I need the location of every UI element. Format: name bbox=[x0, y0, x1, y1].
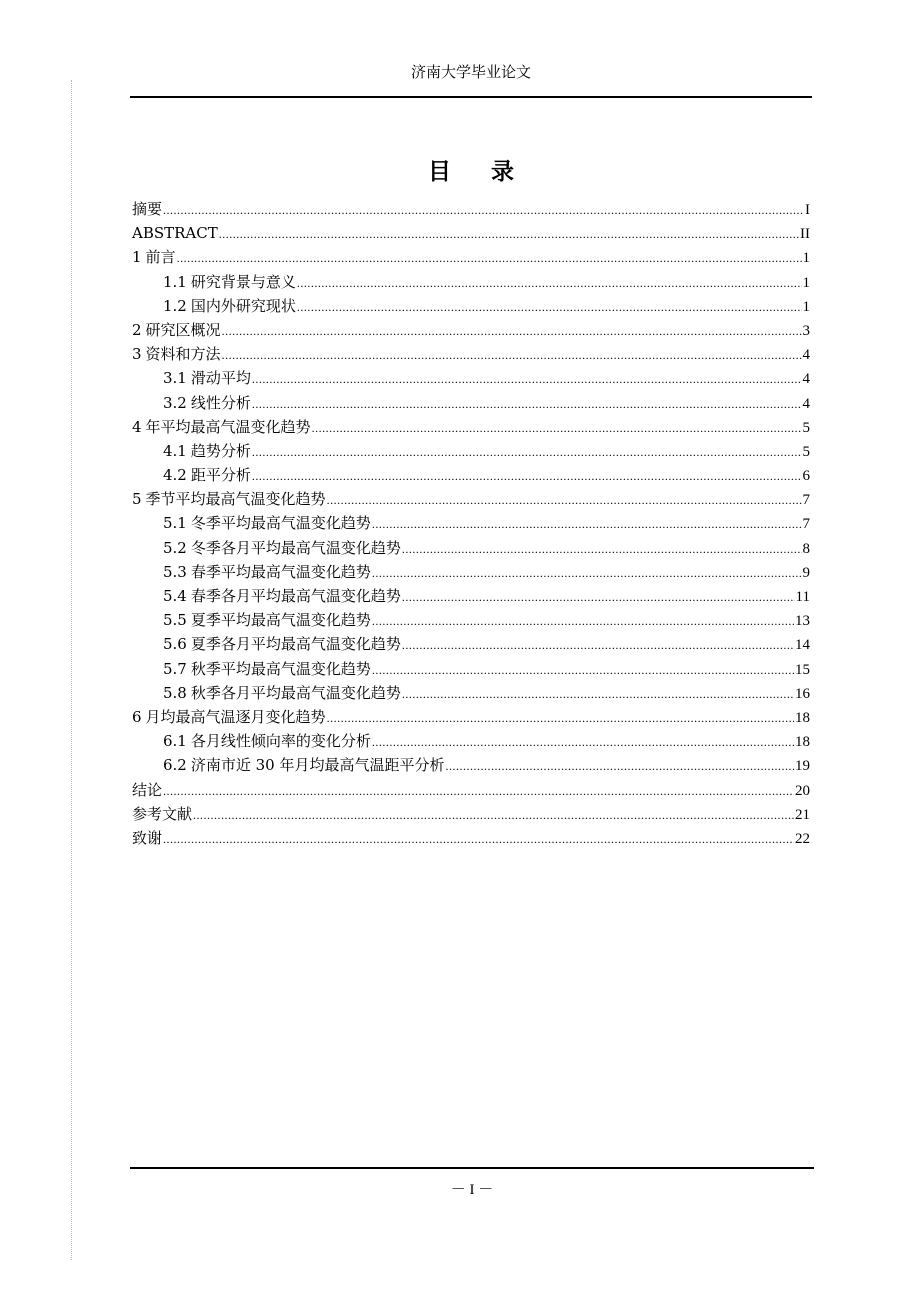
toc-entry-page: 4 bbox=[802, 347, 810, 364]
toc-dot-leader bbox=[163, 827, 794, 851]
toc-entry-number: 3.1 bbox=[163, 369, 187, 388]
toc-list bbox=[132, 197, 810, 850]
toc-entry-page: 7 bbox=[802, 492, 810, 509]
toc-dot-leader bbox=[252, 440, 802, 464]
toc-entry[interactable] bbox=[132, 536, 810, 560]
toc-entry-page: 4 bbox=[802, 395, 810, 412]
toc-dot-leader bbox=[402, 682, 794, 706]
toc-entry-number: 5.1 bbox=[163, 514, 187, 533]
toc-entry-page: 19 bbox=[795, 758, 810, 775]
toc-entry[interactable] bbox=[132, 318, 810, 342]
toc-dot-leader bbox=[372, 658, 794, 682]
toc-dot-leader bbox=[372, 561, 802, 585]
binding-margin-line bbox=[71, 80, 72, 1260]
toc-entry-label: 结论 bbox=[132, 780, 163, 799]
toc-entry-page: 11 bbox=[795, 589, 810, 605]
toc-entry-page: 21 bbox=[795, 806, 810, 823]
toc-entry-page: 14 bbox=[795, 637, 810, 654]
toc-entry-page: 9 bbox=[802, 564, 810, 581]
toc-entry[interactable] bbox=[132, 294, 810, 318]
toc-entry-page: 6 bbox=[802, 468, 810, 485]
toc-entry-label: 夏季各月平均最高气温变化趋势 bbox=[190, 635, 401, 654]
toc-entry-label: 年平均最高气温变化趋势 bbox=[145, 417, 311, 436]
toc-entry-label: 资料和方法 bbox=[145, 345, 221, 364]
toc-entry[interactable] bbox=[132, 657, 810, 681]
toc-entry[interactable] bbox=[132, 221, 810, 245]
toc-dot-leader bbox=[402, 633, 794, 657]
toc-entry-number: 4.2 bbox=[163, 466, 187, 485]
toc-dot-leader bbox=[372, 730, 794, 754]
header-rule bbox=[130, 96, 812, 98]
toc-title: 目录 bbox=[428, 159, 554, 185]
toc-entry[interactable] bbox=[132, 391, 810, 415]
toc-entry-page: 4 bbox=[802, 371, 810, 388]
toc-entry[interactable] bbox=[132, 584, 810, 608]
toc-entry[interactable] bbox=[132, 439, 810, 463]
toc-dot-leader bbox=[219, 222, 799, 246]
toc-entry-label: 夏季平均最高气温变化趋势 bbox=[190, 611, 371, 630]
toc-entry-label: 秋季各月平均最高气温变化趋势 bbox=[190, 683, 401, 702]
toc-entry[interactable] bbox=[132, 270, 810, 294]
toc-entry-number: 4.1 bbox=[163, 441, 187, 460]
toc-entry[interactable] bbox=[132, 826, 810, 850]
toc-entry-page: 13 bbox=[795, 613, 810, 630]
toc-entry-page: 1 bbox=[802, 298, 810, 315]
toc-dot-leader bbox=[297, 271, 802, 295]
toc-entry-label: 趋势分析 bbox=[190, 441, 251, 460]
toc-entry[interactable] bbox=[132, 608, 810, 632]
toc-dot-leader bbox=[372, 512, 802, 536]
toc-entry[interactable] bbox=[132, 342, 810, 366]
toc-entry-number: 5.8 bbox=[163, 683, 187, 702]
toc-entry[interactable] bbox=[132, 632, 810, 656]
page-number: － I － bbox=[450, 1182, 494, 1198]
toc-entry-label: 冬季平均最高气温变化趋势 bbox=[190, 514, 371, 533]
toc-entry-number: 1 bbox=[132, 248, 142, 267]
toc-entry[interactable] bbox=[132, 705, 810, 729]
toc-dot-leader bbox=[193, 803, 794, 827]
toc-entry[interactable] bbox=[132, 463, 810, 487]
toc-entry[interactable] bbox=[132, 753, 810, 777]
toc-entry-label: 各月线性倾向率的变化分析 bbox=[190, 732, 371, 751]
toc-entry-page: II bbox=[800, 226, 810, 243]
toc-entry-page: 5 bbox=[802, 443, 810, 460]
toc-entry-page: 15 bbox=[795, 661, 810, 678]
toc-dot-leader bbox=[312, 416, 802, 440]
toc-entry-page: 8 bbox=[802, 540, 810, 557]
toc-entry-number: 6.2 bbox=[163, 756, 187, 775]
toc-entry-label: 参考文献 bbox=[132, 804, 193, 823]
toc-dot-leader bbox=[252, 464, 802, 488]
toc-entry-page: 20 bbox=[795, 782, 810, 799]
toc-entry-label: 滑动平均 bbox=[190, 369, 251, 388]
toc-dot-leader bbox=[297, 295, 802, 319]
toc-entry-number: 3 bbox=[132, 345, 142, 364]
toc-dot-leader bbox=[163, 779, 794, 803]
toc-entry-number: 5.3 bbox=[163, 562, 187, 581]
toc-dot-leader bbox=[252, 367, 802, 391]
toc-entry-label: 研究区概况 bbox=[145, 320, 221, 339]
toc-dot-leader bbox=[222, 319, 802, 343]
toc-entry-label: 冬季各月平均最高气温变化趋势 bbox=[190, 538, 401, 557]
toc-entry-page: 7 bbox=[802, 516, 810, 533]
toc-dot-leader bbox=[163, 198, 804, 222]
toc-entry-number: 5.4 bbox=[163, 587, 187, 605]
toc-entry-number: 5.6 bbox=[163, 635, 187, 654]
toc-entry-page: 1 bbox=[802, 274, 810, 291]
toc-entry-page: 1 bbox=[802, 250, 810, 267]
toc-dot-leader bbox=[327, 488, 802, 512]
toc-entry-label: 致谢 bbox=[132, 828, 163, 847]
toc-entry[interactable] bbox=[132, 415, 810, 439]
toc-entry-number: 5.7 bbox=[163, 659, 187, 678]
toc-entry[interactable] bbox=[132, 366, 810, 390]
toc-dot-leader bbox=[222, 343, 802, 367]
toc-entry-page: I bbox=[805, 202, 810, 218]
toc-entry[interactable] bbox=[132, 802, 810, 826]
toc-entry-number: 3.2 bbox=[163, 393, 187, 412]
toc-entry-label: 研究背景与意义 bbox=[190, 272, 296, 291]
toc-entry[interactable] bbox=[132, 681, 810, 705]
toc-entry-label: 线性分析 bbox=[190, 393, 251, 412]
toc-entry-number: 2 bbox=[132, 320, 142, 339]
toc-entry-label: 国内外研究现状 bbox=[190, 296, 296, 315]
toc-entry-number: 4 bbox=[132, 417, 142, 436]
toc-entry-number: 1.1 bbox=[163, 272, 187, 291]
toc-entry-page: 18 bbox=[795, 734, 810, 751]
toc-entry-label: 月均最高气温逐月变化趋势 bbox=[145, 707, 326, 726]
toc-entry[interactable] bbox=[132, 245, 810, 269]
toc-entry-page: 5 bbox=[802, 419, 810, 436]
toc-entry-label: 季节平均最高气温变化趋势 bbox=[145, 490, 326, 509]
toc-entry[interactable] bbox=[132, 511, 810, 535]
toc-entry[interactable] bbox=[132, 729, 810, 753]
toc-dot-leader bbox=[252, 392, 802, 416]
toc-entry-label: 济南市近 30 年月均最高气温距平分析 bbox=[190, 756, 445, 775]
toc-entry-label: 摘要 bbox=[132, 200, 163, 218]
toc-entry-label: 秋季平均最高气温变化趋势 bbox=[190, 659, 371, 678]
toc-dot-leader bbox=[372, 609, 794, 633]
toc-entry[interactable] bbox=[132, 197, 810, 221]
toc-entry-number: 6 bbox=[132, 707, 142, 726]
toc-entry-number: 5.2 bbox=[163, 538, 187, 557]
toc-entry-page: 18 bbox=[795, 709, 810, 726]
toc-dot-leader bbox=[402, 537, 802, 561]
toc-entry-label: 距平分析 bbox=[190, 466, 251, 485]
footer-rule bbox=[130, 1167, 814, 1169]
running-header-title: 济南大学毕业论文 bbox=[410, 63, 531, 81]
toc-entry-page: 22 bbox=[795, 830, 810, 847]
toc-entry-page: 16 bbox=[795, 685, 810, 702]
toc-dot-leader bbox=[445, 754, 794, 778]
toc-entry-number: 1.2 bbox=[163, 296, 187, 315]
toc-entry-number: 6.1 bbox=[163, 732, 187, 751]
toc-entry[interactable] bbox=[132, 487, 810, 511]
toc-entry[interactable] bbox=[132, 560, 810, 584]
toc-entry[interactable] bbox=[132, 778, 810, 802]
toc-entry-label: 春季各月平均最高气温变化趋势 bbox=[190, 587, 401, 605]
toc-dot-leader bbox=[327, 706, 794, 730]
toc-dot-leader bbox=[177, 246, 802, 270]
toc-entry-label: 春季平均最高气温变化趋势 bbox=[190, 562, 371, 581]
toc-entry-number: 5 bbox=[132, 490, 142, 509]
toc-entry-label: ABSTRACT bbox=[132, 224, 218, 243]
toc-entry-page: 3 bbox=[802, 322, 810, 339]
toc-entry-label: 前言 bbox=[145, 248, 176, 267]
toc-entry-number: 5.5 bbox=[163, 611, 187, 630]
toc-dot-leader bbox=[402, 585, 795, 609]
